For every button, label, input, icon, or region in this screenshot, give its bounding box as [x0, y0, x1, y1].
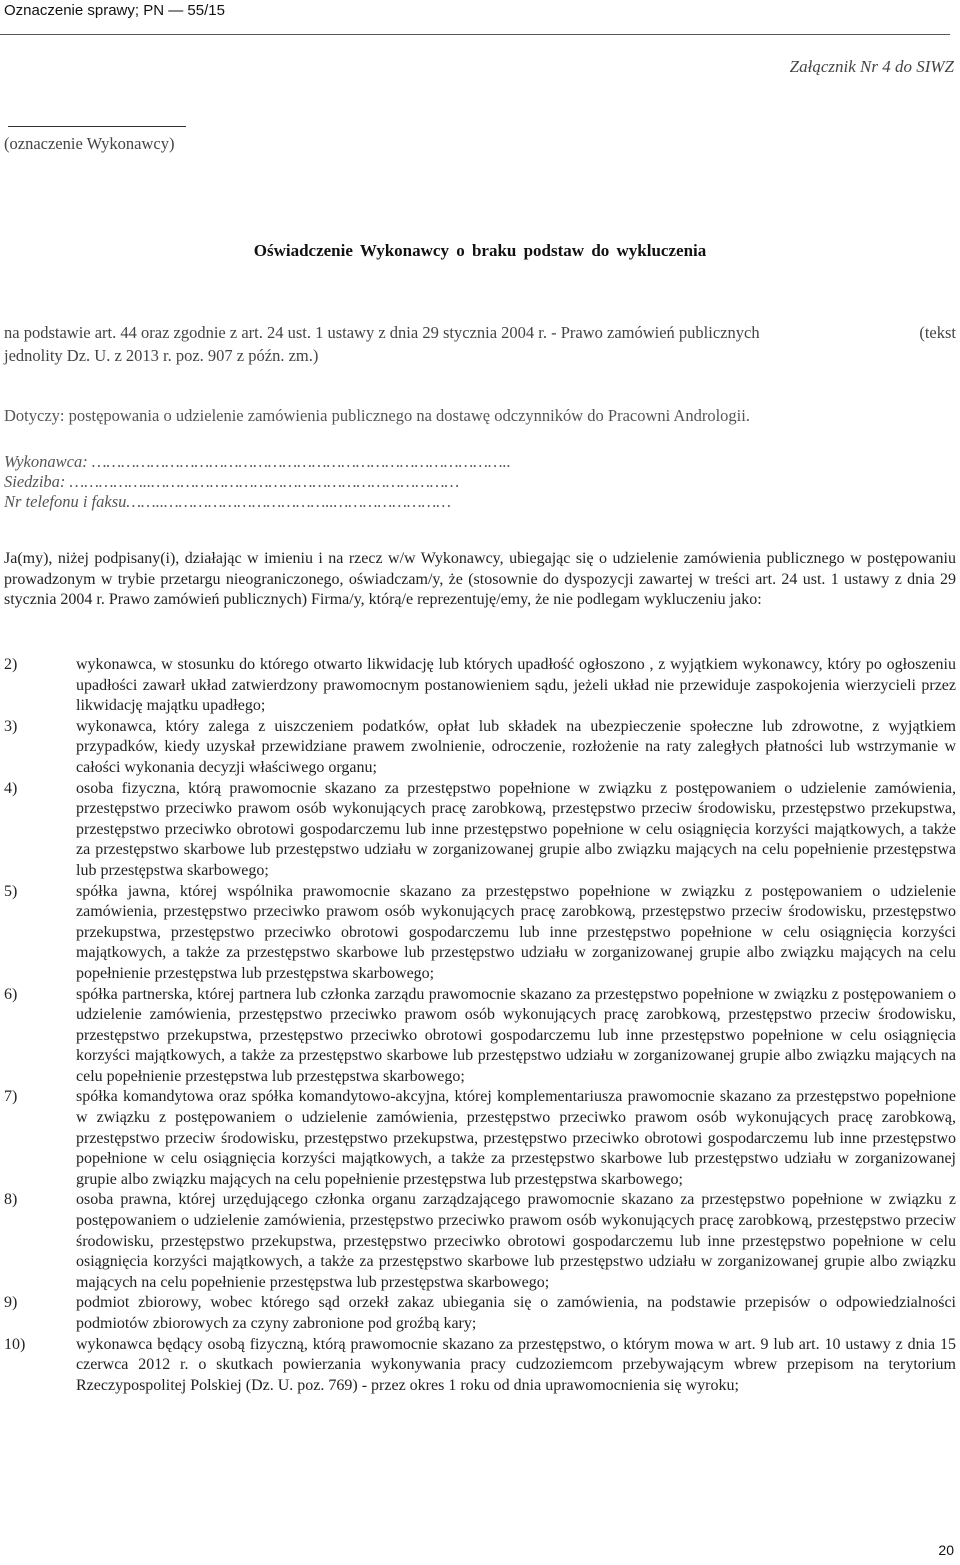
header-divider: [0, 34, 950, 35]
phone-fax-field: Nr telefonu i faksu……..……………………………..……………………: [4, 492, 451, 511]
legal-basis-line-1: [4, 321, 956, 344]
list-item-text: wykonawca, który zalega z uiszczeniem podatków, opłat lub składek na ubezpieczenie społeczne lub zdrowotne, z wyjątkiem przypadków, kiedy uzyskał przewidziane prawem zwolnienie, odroczenie, rozłożenie na raty zaległych płatności lub wstrzymanie w całości wykonania decyzji właściwego organu;: [76, 717, 956, 776]
list-item-number: 4): [4, 779, 18, 797]
list-item-text: wykonawca, w stosunku do którego otwarto likwidację lub których upadłość ogłoszono , z wyjątkiem wykonawcy, który po ogłoszeniu upadłości zawarł układ zatwierdzony prawomocnym postanowieniem sądu, jeżeli układ nie przewiduje zaspokojenia wierzycieli przez likwidację majątku upadłego;: [76, 656, 956, 715]
list-item: [4, 1335, 956, 1397]
list-item-number: 3): [4, 717, 18, 735]
list-item-number: 9): [4, 1294, 18, 1312]
legal-basis: [4, 321, 956, 367]
list-item: [4, 1293, 956, 1334]
legal-basis-line-2: jednolity Dz. U. z 2013 r. poz. 907 z późn. zm.): [4, 346, 319, 365]
subject-line: Dotyczy: postępowania o udzielenie zamówienia publicznego na dostawę odczynników do Pracowni Andrologii.: [4, 406, 750, 425]
legal-basis-line-1-right: (tekst: [919, 323, 956, 342]
intro-paragraph: Ja(my), niżej podpisany(i), działając w imieniu i na rzecz w/w Wykonawcy, ubiegając się o udzielenie zamówienia publicznego w postępowaniu prowadzonym w trybie przetargu nieograniczonego, oświadczam/y, że (stosownie do dyspozycji zawartej w treści art. 24 ust. 1 ustawy z dnia 29 stycznia 2004 r. Prawo zamówień publicznych) Firma/y, którą/e reprezentuję/emy, że nie podlegam wykluczeniu jako:: [4, 550, 956, 608]
list-item-number: 10): [4, 1335, 26, 1353]
contractor-fields: [4, 452, 511, 512]
list-item-text: spółka jawna, której wspólnika prawomocnie skazano za przestępstwo popełnione w związku z postępowaniem o udzielenie zamówienia, przestępstwo przeciwko prawom osób wykonujących pracę zarobkową, przestępstwo przeciw środowisku, przestępstwo przekupstwa, przestępstwo przeciwko obrotowi gospodarczemu lub inne przestępstwo popełnione w celu osiągnięcia korzyści majątkowych, a także za przestępstwo skarbowe lub przestępstwo udziału w zorganizowanej grupie albo związku mających na celu popełnienie przestępstwa lub przestępstwa skarbowego;: [76, 882, 956, 982]
list-item: [4, 655, 956, 717]
list-item-number: 2): [4, 656, 18, 673]
list-item-text: wykonawca będący osobą fizyczną, którą prawomocnie skazano za przestępstwo, o którym mowa w art. 9 lub art. 10 ustawy z dnia 15 czerwca 2012 r. o skutkach powierzania wykonywania pracy cudzoziemcom przebywającym wbrew przepisom na terytorium Rzeczypospolitej Polskiej (Dz. U. poz. 769) - przez okres 1 roku od dnia uprawomocnienia się wyroku;: [76, 1335, 956, 1394]
exclusion-list: [4, 655, 956, 1396]
legal-basis-line-1-left: na podstawie art. 44 oraz zgodnie z art. 24 ust. 1 ustawy z dnia 29 stycznia 2004 r. - Prawo zamówień publicznych: [4, 323, 760, 342]
list-item-text: spółka partnerska, której partnera lub członka zarządu prawomocnie skazano za przestępstwo popełnione w związku z postępowaniem o udzielenie zamówienia, przestępstwo przeciwko prawom osób wykonujących pracę zarobkową, przestępstwo przeciw środowisku, przestępstwo przekupstwa, przestępstwo przeciwko obrotowi gospodarczemu lub inne przestępstwo popełnione w celu osiągnięcia korzyści majątkowych, a także za przestępstwo skarbowe lub przestępstwo udziału w zorganizowanej grupie albo związku mających na celu popełnienie przestępstwa lub przestępstwa skarbowego;: [76, 985, 956, 1085]
list-item-text: podmiot zbiorowy, wobec którego sąd orzekł zakaz ubiegania się o zamówienia, na podstawie przepisów o odpowiedzialności podmiotów zbiorowych za czyny zabronione pod groźbą kary;: [76, 1294, 956, 1332]
list-item-number: 7): [4, 1088, 18, 1106]
list-item: [4, 1087, 956, 1190]
case-reference: Oznaczenie sprawy; PN — 55/15: [4, 2, 225, 19]
list-item-number: 5): [4, 882, 18, 900]
annex-label: Załącznik Nr 4 do SIWZ: [789, 57, 954, 76]
list-item-text: osoba prawna, której urzędującego członka organu zarządzającego prawomocnie skazano za przestępstwo popełnione w związku z postępowaniem o udzielenie zamówienia, przestępstwo przeciwko prawom osób wykonujących pracę zarobkową, przestępstwo przeciw środowisku, przestępstwo przekupstwa, przestępstwo przeciwko obrotowi gospodarczemu lub inne przestępstwo popełnione w celu osiągnięcia korzyści majątkowych, a także za przestępstwo skarbowe lub przestępstwo udziału w zorganizowanej grupie albo związku mających na celu popełnienie przestępstwa lub przestępstwa skarbowego;: [76, 1191, 956, 1291]
contractor-label: (oznaczenie Wykonawcy): [4, 134, 175, 153]
list-item-text: osoba fizyczna, którą prawomocnie skazano za przestępstwo popełnione w związku z postępowaniem o udzielenie zamówienia, przestępstwo przeciwko prawom osób wykonujących pracę zarobkową, przestępstwo przeciw środowisku, przestępstwo przekupstwa, przestępstwo przeciwko obrotowi gospodarczemu lub inne przestępstwo popełnione w celu osiągnięcia korzyści majątkowych, a także za przestępstwo skarbowe lub przestępstwo udziału w zorganizowanej grupie albo związku mających na celu popełnienie przestępstwa lub przestępstwa skarbowego;: [76, 779, 956, 879]
list-item: [4, 1190, 956, 1293]
contractor-field: Wykonawca: …………………………………………………………………………..: [4, 452, 511, 471]
list-item: [4, 882, 956, 985]
list-item-number: 6): [4, 985, 18, 1003]
document-title: Oświadczenie Wykonawcy o braku podstaw do wykluczenia: [253, 241, 707, 260]
contractor-signature-line: [8, 126, 186, 127]
list-item: [4, 779, 956, 882]
list-item: [4, 717, 956, 779]
list-item: [4, 985, 956, 1088]
seat-field: Siedziba: ……………..………………………………………………………: [4, 472, 460, 491]
list-item-number: 8): [4, 1191, 18, 1209]
list-item-text: spółka komandytowa oraz spółka komandytowo-akcyjna, której komplementariusza prawomocnie skazano za przestępstwo popełnione w związku z postępowaniem o udzielenie zamówienia, przestępstwo przeciwko prawom osób wykonujących pracę zarobkową, przestępstwo przeciw środowisku, przestępstwo przekupstwa, przestępstwo przeciwko obrotowi gospodarczemu lub inne przestępstwo popełnione w celu osiągnięcia korzyści majątkowych, a także za przestępstwo skarbowe lub przestępstwo udziału w zorganizowanej grupie albo związku mających na celu popełnienie przestępstwa lub przestępstwa skarbowego;: [76, 1088, 956, 1188]
page-number: 20: [938, 1542, 954, 1558]
